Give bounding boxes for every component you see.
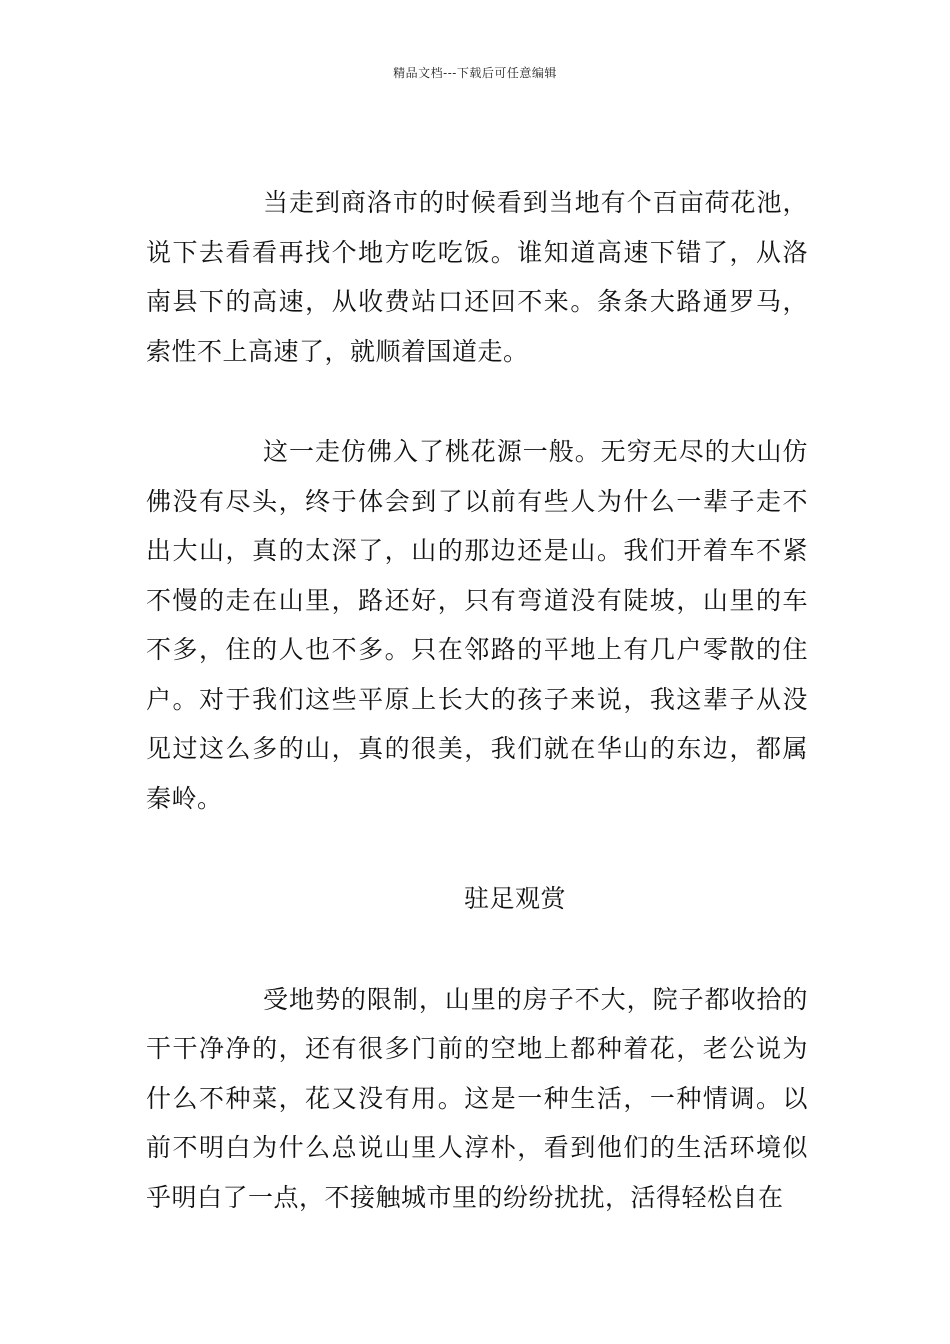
paragraph: 当走到商洛市的时候看到当地有个百亩荷花池，说下去看看再找个地方吃吃饭。谁知道高速下错了，从洛南县下的高速，从收费站口还回不来。条条大路通罗马，索性不上高速了，就顺着国道走。 bbox=[146, 188, 808, 366]
section-heading: 驻足观赏 bbox=[464, 884, 567, 913]
page-header: 精品文档---下载后可任意编辑 bbox=[393, 66, 557, 80]
paragraph: 这一走仿佛入了桃花源一般。无穷无尽的大山仿佛没有尽头，终于体会到了以前有些人为什么一辈子走不出大山，真的太深了，山的那边还是山。我们开着车不紧不慢的走在山里，路还好，只有弯道没有陡坡，山里的车不多，住的人也不多。只在邻路的平地上有几户零散的住户。对于我们这些平原上长大的孩子来说，我这辈子从没见过这么多的山，真的很美，我们就在华山的东边，都属秦岭。 bbox=[146, 437, 808, 813]
document-body bbox=[146, 178, 808, 1222]
paragraph: 受地势的限制，山里的房子不大，院子都收拾的干干净净的，还有很多门前的空地上都种着花，老公说为什么不种菜，花又没有用。这是一种生活，一种情调。以前不明白为什么总说山里人淳朴，看到他们的生活环境似乎明白了一点，不接触城市里的纷纷扰扰，活得轻松自在 bbox=[146, 984, 808, 1212]
